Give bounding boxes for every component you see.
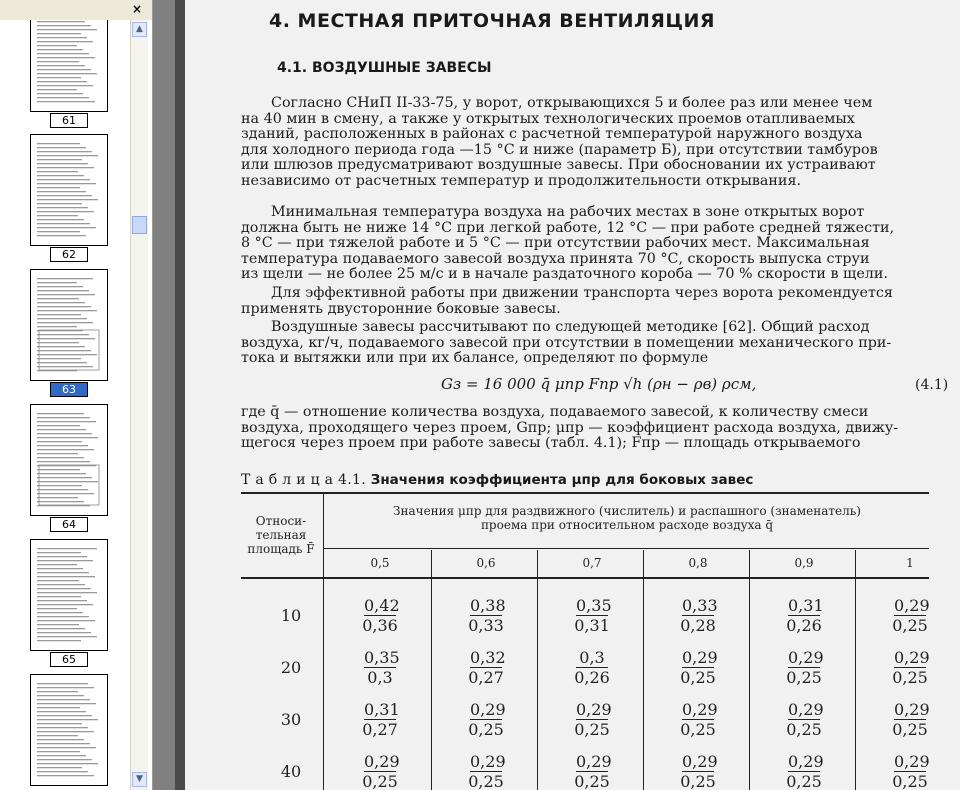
formula: Gз = 16 000 q̄ μпр Fпр √h (ρн − ρв) ρсм,: [441, 375, 757, 393]
text-line: должна быть не ниже 14 °С при легкой работе, 12 °С — при работе средней тяжести,: [241, 220, 895, 236]
table-cell-fraction: [668, 700, 728, 739]
table-cell-fraction: [774, 700, 834, 739]
thumbnail-preview: [31, 405, 107, 515]
table-cell-fraction: [668, 648, 728, 687]
table-cell-fraction: [668, 596, 728, 635]
numerator: 0,29: [894, 752, 930, 771]
denominator: 0,25: [786, 772, 822, 790]
thumbnail-preview: [31, 540, 107, 650]
numerator: 0,29: [788, 648, 824, 667]
denominator: 0,26: [574, 668, 610, 687]
close-icon[interactable]: ×: [131, 2, 143, 16]
numerator: 0,35: [364, 648, 400, 667]
denominator: 0,25: [892, 772, 928, 790]
numerator: 0,38: [470, 596, 506, 615]
denominator: 0,27: [362, 720, 398, 739]
row-label: 20: [280, 658, 302, 677]
table-cell-fraction: [774, 648, 834, 687]
table-cell-fraction: [456, 648, 516, 687]
paragraph-5: [241, 405, 933, 452]
table-cell-fraction: [456, 752, 516, 790]
paragraph-3: [241, 286, 933, 317]
column-rule: [431, 550, 432, 790]
column-header: 0,6: [476, 556, 496, 570]
text-line: тока и вытяжки или при их балансе, определяют по формуле: [241, 351, 709, 367]
coefficient-table: [241, 492, 929, 790]
text-line: для холодного периода года —15 °С и ниже (параметр Б), при отсутствии тамбуров: [241, 142, 878, 158]
thumbnail-page-number[interactable]: 61: [50, 113, 88, 128]
chapter-title: 4. МЕСТНАЯ ПРИТОЧНАЯ ВЕНТИЛЯЦИЯ: [269, 10, 716, 32]
denominator: 0,25: [680, 668, 716, 687]
table-cell-fraction: [562, 752, 622, 790]
numerator: 0,29: [470, 700, 506, 719]
column-rule: [643, 550, 644, 790]
thumbnail-page-number[interactable]: 65: [50, 652, 88, 667]
scroll-down-button[interactable]: ▼: [132, 772, 147, 787]
page-thumbnail[interactable]: [30, 404, 108, 516]
table-cell-fraction: [880, 648, 940, 687]
numerator: 0,29: [470, 752, 506, 771]
numerator: 0,35: [576, 596, 612, 615]
denominator: 0,25: [786, 720, 822, 739]
table-row-header-rule: [323, 492, 324, 790]
document-view[interactable]: [153, 0, 960, 790]
column-header: 0,7: [582, 556, 602, 570]
table-cell-fraction: [668, 752, 728, 790]
column-header: 1: [906, 556, 914, 570]
text-line: воздуха, кг/ч, подаваемого завесой при отсутствии в помещении механического при-: [241, 335, 892, 351]
column-header: 0,9: [794, 556, 814, 570]
denominator: 0,28: [680, 616, 716, 635]
text-line: или шлюзов предусматривают воздушные завесы. При обосновании их устраивают: [241, 158, 876, 174]
table-cell-fraction: [880, 752, 940, 790]
paragraph-4: [241, 320, 933, 367]
denominator: 0,33: [468, 616, 504, 635]
row-label: 10: [280, 606, 302, 625]
table-header-rule: [241, 577, 929, 579]
row-header-label: Относи- тельная площадь F̄: [247, 514, 315, 556]
thumbnail-scrollbar[interactable]: [130, 20, 148, 790]
thumbnail-list: [0, 20, 130, 790]
group-header-label: Значения μпр для раздвижного (числитель) и распашного (знаменатель) проема при относительном расходе воздуха q̄: [393, 504, 861, 532]
text-line: 8 °С — при тяжелой работе и 5 °С — при отсутствии рабочих мест. Максимальная: [241, 236, 870, 252]
column-header: 0,5: [370, 556, 390, 570]
thumbnail-page-number[interactable]: 63: [50, 382, 88, 397]
table-caption-prefix: Т а б л и ц а 4.1.: [241, 472, 366, 488]
denominator: 0,25: [892, 720, 928, 739]
numerator: 0,31: [788, 596, 824, 615]
numerator: 0,29: [576, 700, 612, 719]
table-cell-fraction: [880, 596, 940, 635]
paragraph-2: [241, 205, 933, 283]
denominator: 0,36: [362, 616, 398, 635]
numerator: 0,31: [364, 700, 400, 719]
page-thumbnail[interactable]: [30, 539, 108, 651]
table-caption: [241, 472, 753, 488]
table-caption-title: Значения коэффициента μпр для боковых завес: [370, 472, 754, 488]
numerator: 0,29: [364, 752, 400, 771]
denominator: 0,26: [786, 616, 822, 635]
denominator: 0,3: [367, 668, 393, 687]
document-page: [185, 0, 960, 790]
column-header: 0,8: [688, 556, 708, 570]
denominator: 0,27: [468, 668, 504, 687]
table-subheader-rule: [323, 548, 929, 549]
text-line: Согласно СНиП II-33-75, у ворот, открывающихся 5 и более раз или менее чем: [271, 96, 873, 111]
numerator: 0,29: [682, 700, 718, 719]
table-cell-fraction: [562, 648, 622, 687]
table-cell-fraction: [350, 596, 410, 635]
table-cell-fraction: [774, 596, 834, 635]
scrollbar-thumb[interactable]: [132, 216, 147, 234]
thumbnail-preview: [31, 675, 107, 785]
numerator: 0,29: [894, 700, 930, 719]
section-title: 4.1. ВОЗДУШНЫЕ ЗАВЕСЫ: [277, 60, 492, 76]
denominator: 0,25: [574, 720, 610, 739]
numerator: 0,3: [576, 648, 608, 668]
page-shadow: [175, 0, 185, 790]
numerator: 0,33: [682, 596, 718, 615]
table-cell-fraction: [456, 700, 516, 739]
scroll-up-button[interactable]: ▲: [132, 22, 147, 37]
text-line: зданий, расположенных в районах с расчетной температурой наружного воздуха: [241, 127, 863, 143]
table-cell-fraction: [774, 752, 834, 790]
table-cell-fraction: [350, 752, 410, 790]
text-line: из щели — не более 25 м/с и в начале раздаточного короба — 70 % скорости в щели.: [241, 267, 888, 283]
numerator: 0,29: [682, 752, 718, 771]
thumbnail-page-number[interactable]: 64: [50, 517, 88, 532]
text-line: температура подаваемого завесой воздуха принята 70 °С, скорость выпуска струи: [241, 251, 870, 267]
page-thumbnail[interactable]: [30, 134, 108, 246]
numerator: 0,29: [682, 648, 718, 667]
table-cell-fraction: [562, 700, 622, 739]
text-line: независимо от расчетных температур и продолжительности открывания.: [241, 173, 802, 189]
table-top-rule: [241, 492, 929, 494]
denominator: 0,31: [574, 616, 610, 635]
thumbnail-pane: [0, 0, 153, 790]
page-thumbnail[interactable]: [30, 674, 108, 786]
denominator: 0,25: [892, 668, 928, 687]
row-label: 40: [280, 762, 302, 781]
text-line: применять двусторонние боковые завесы.: [241, 301, 561, 317]
thumbnail-preview: [31, 20, 107, 111]
denominator: 0,25: [468, 772, 504, 790]
table-cell-fraction: [350, 700, 410, 739]
thumbnail-preview: [31, 135, 107, 245]
text-line: воздуха, проходящего через проем, Gпр; μпр — коэффициент расхода воздуха, движу-: [241, 420, 899, 436]
text-line: Минимальная температура воздуха на рабочих местах в зоне открытых ворот: [271, 205, 865, 220]
column-rule: [537, 550, 538, 790]
row-label: 30: [280, 710, 302, 729]
numerator: 0,29: [894, 596, 930, 615]
numerator: 0,29: [576, 752, 612, 771]
table-cell-fraction: [880, 700, 940, 739]
paragraph-1: [241, 96, 933, 190]
thumbnail-page-number[interactable]: 62: [50, 247, 88, 262]
denominator: 0,25: [362, 772, 398, 790]
thumbnail-preview: [31, 270, 107, 380]
denominator: 0,25: [468, 720, 504, 739]
denominator: 0,25: [680, 720, 716, 739]
text-line: щегося через проем при работе завесы (табл. 4.1); Fпр — площадь открываемого: [241, 436, 861, 452]
text-line: Воздушные завесы рассчитывают по следующей методике [62]. Общий расход: [271, 320, 870, 335]
text-line: на 40 мин в смену, а также у открытых технологических проемов отапливаемых: [241, 111, 855, 127]
text-line: где q̄ — отношение количества воздуха, подаваемого завесой, к количеству смеси: [241, 405, 869, 420]
numerator: 0,32: [470, 648, 506, 667]
column-rule: [855, 550, 856, 790]
denominator: 0,25: [786, 668, 822, 687]
table-cell-fraction: [350, 648, 410, 687]
numerator: 0,29: [894, 648, 930, 667]
numerator: 0,29: [788, 752, 824, 771]
table-cell-fraction: [562, 596, 622, 635]
column-rule: [749, 550, 750, 790]
numerator: 0,42: [364, 596, 400, 615]
text-line: Для эффективной работы при движении транспорта через ворота рекомендуется: [271, 286, 893, 301]
denominator: 0,25: [574, 772, 610, 790]
table-cell-fraction: [456, 596, 516, 635]
denominator: 0,25: [680, 772, 716, 790]
pane-header: [0, 0, 152, 20]
page-thumbnail[interactable]: [30, 20, 108, 112]
formula-number: (4.1): [915, 377, 949, 393]
page-thumbnail[interactable]: [30, 269, 108, 381]
denominator: 0,25: [892, 616, 928, 635]
numerator: 0,29: [788, 700, 824, 719]
